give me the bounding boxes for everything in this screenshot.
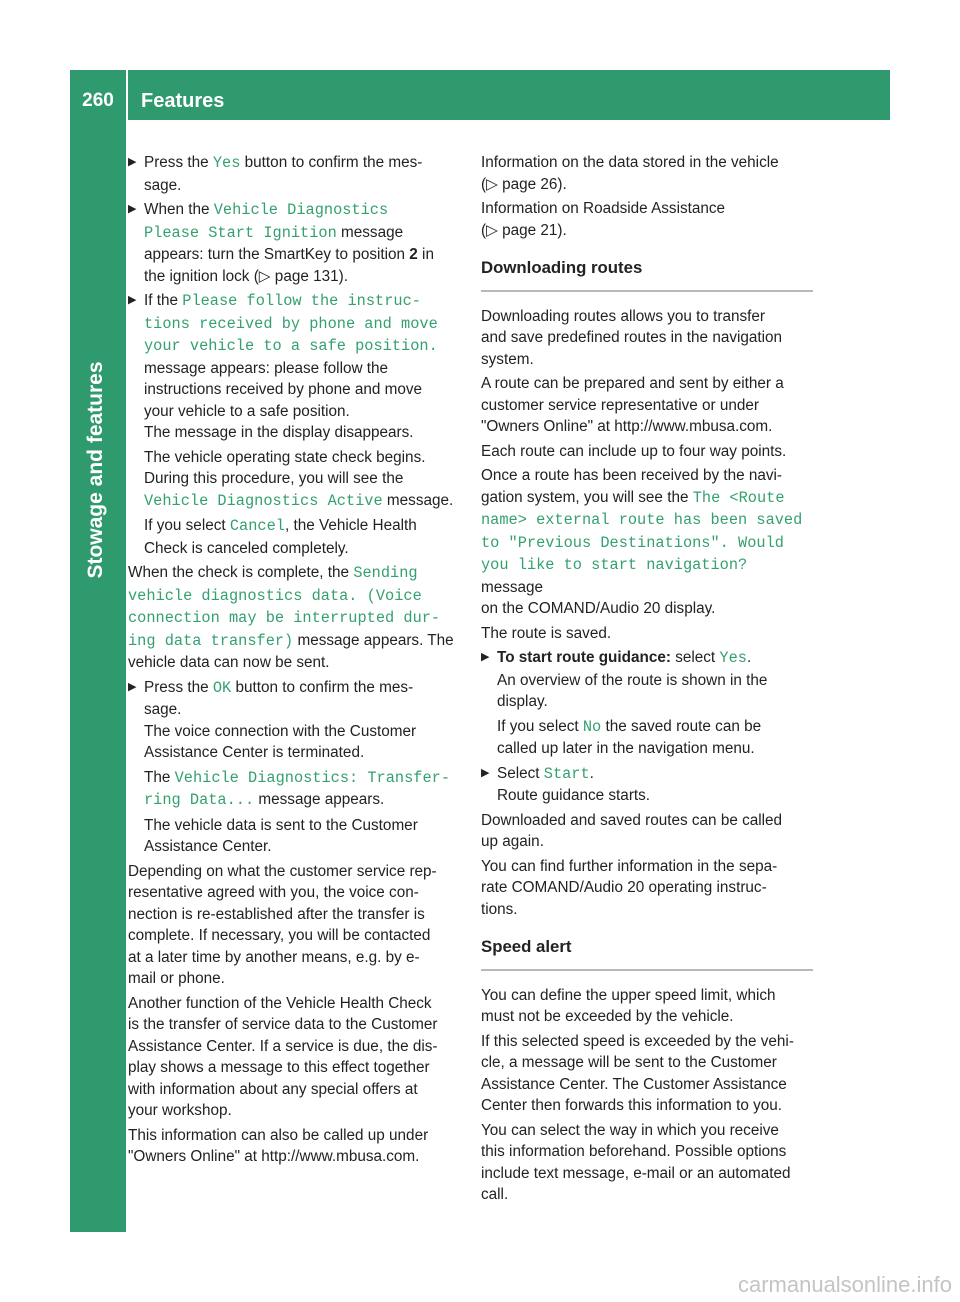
arrow-icon: ▶ bbox=[128, 203, 137, 215]
page-ref-icon: ▷ bbox=[486, 175, 498, 193]
paragraph-downloading: Downloading routes allows you to transfer and save predefined routes in the navigation system. bbox=[481, 307, 783, 368]
paragraph-owners-online: This information can also be called up under "Owners Online" at http://www.mbusa.com. bbox=[128, 1126, 429, 1165]
step-cancel: If you select Cancel, the Vehicle Health Check is canceled completely. bbox=[144, 517, 417, 557]
arrow-icon: ▶ bbox=[481, 766, 490, 779]
page-ref-icon: ▷ bbox=[258, 267, 271, 285]
paragraph-speed-limit: You can define the upper speed limit, which must not be exceeded by the vehicle. bbox=[481, 986, 776, 1025]
paragraph-route-received: Once a route has been received by the navi- gation system, you will see the The <Route name> external route has been saved to "Previous Destinations". Would you like to start navigation? message on the COMAND/Audio 20 display. bbox=[481, 467, 803, 617]
side-tab bbox=[70, 120, 126, 1232]
page-number: 260 bbox=[82, 90, 114, 111]
heading-speed-alert: Speed alert bbox=[481, 936, 813, 971]
step-vehicle-diagnostics: ▶ When the Vehicle Diagnostics Please Start Ignition message appears: turn the SmartKey to position 2 in the ignition lock (▷ page 131). bbox=[128, 201, 434, 285]
paragraph-further-info: You can find further information in the sepa- rate COMAND/Audio 20 operating instruc- tions. bbox=[481, 857, 778, 918]
step-select-start: ▶ Select Start. Route guidance starts. bbox=[481, 764, 651, 804]
step-press-yes: ▶ Press the Yes button to confirm the mes- sage. bbox=[128, 154, 423, 194]
paragraph-receive-options: You can select the way in which you receive this information beforehand. Possible options include text message, e-mail or an automated call. bbox=[481, 1121, 791, 1203]
left-column bbox=[128, 152, 462, 1171]
arrow-icon: ▶ bbox=[128, 156, 137, 168]
step-select-no: If you select No the saved route can be called up later in the navigation menu. bbox=[497, 717, 762, 757]
page-title: Features bbox=[141, 90, 225, 112]
watermark: carmanualsonline.info bbox=[737, 1272, 952, 1297]
paragraph-data-stored: Information on the data stored in the vehicle (▷ page 26). bbox=[481, 154, 779, 193]
right-column bbox=[481, 152, 813, 1209]
arrow-icon: ▶ bbox=[128, 680, 137, 693]
paragraph-way-points: Each route can include up to four way points. bbox=[481, 442, 787, 460]
paragraph-downloaded-routes: Downloaded and saved routes can be called up again. bbox=[481, 811, 783, 850]
arrow-icon: ▶ bbox=[481, 651, 490, 663]
paragraph-speed-exceeded: If this selected speed is exceeded by the vehi- cle, a message will be sent to the Customer Assistance Center. The Customer Assistance Center then forwards this information to you. bbox=[481, 1032, 794, 1114]
step-check-begins: The vehicle operating state check begins. During this procedure, you will see the Vehicle Diagnostics Active message. bbox=[144, 448, 454, 510]
step-data-sent: The vehicle data is sent to the Customer Assistance Center. bbox=[144, 816, 418, 855]
step-transferring: The Vehicle Diagnostics: Transfer‐ ring Data... message appears. bbox=[144, 768, 450, 809]
step-press-ok: ▶ Press the OK button to confirm the mes- sage. The voice connection with the Customer Assistance Center is terminated. bbox=[128, 678, 417, 761]
paragraph-roadside: Information on Roadside Assistance (▷ page 21). bbox=[481, 200, 726, 239]
paragraph-another-function: Another function of the Vehicle Health Check is the transfer of service data to the Customer Assistance Center. If a service is due, the dis- play shows a message to this effect together with information about any special offers at your workshop. bbox=[128, 994, 438, 1119]
paragraph-route-saved: The route is saved. bbox=[481, 624, 612, 642]
step-follow-instructions: ▶ If the Please follow the instruc‐ tions received by phone and move your vehicle to a safe position. message appears: please follow the instructions received by phone and move your vehicle to a safe position. The message in the display disappears. bbox=[128, 292, 438, 441]
paragraph-depending: Depending on what the customer service rep- resentative agreed with you, the voice con- nection is re-established after the transfer is complete. If necessary, you will be contacted at a later time by another means, e.g. by e- mail or phone. bbox=[128, 862, 437, 987]
step-start-guidance: ▶ To start route guidance: select Yes. An overview of the route is shown in the display. bbox=[481, 649, 768, 710]
paragraph-check-complete: When the check is complete, the Sending vehicle diagnostics data. (Voice connection may be interrupted dur‐ ing data transfer) message appears. The vehicle data can now be sent. bbox=[128, 564, 454, 671]
side-section-label: Stowage and features bbox=[84, 361, 107, 579]
page-ref-icon: ▷ bbox=[486, 221, 498, 239]
heading-downloading-routes: Downloading routes bbox=[481, 257, 813, 292]
arrow-icon: ▶ bbox=[128, 294, 137, 306]
paragraph-route-prepared: A route can be prepared and sent by either a customer service representative or under "Owners Online" at http://www.mbusa.com. bbox=[481, 375, 784, 435]
header-divider bbox=[126, 70, 128, 120]
